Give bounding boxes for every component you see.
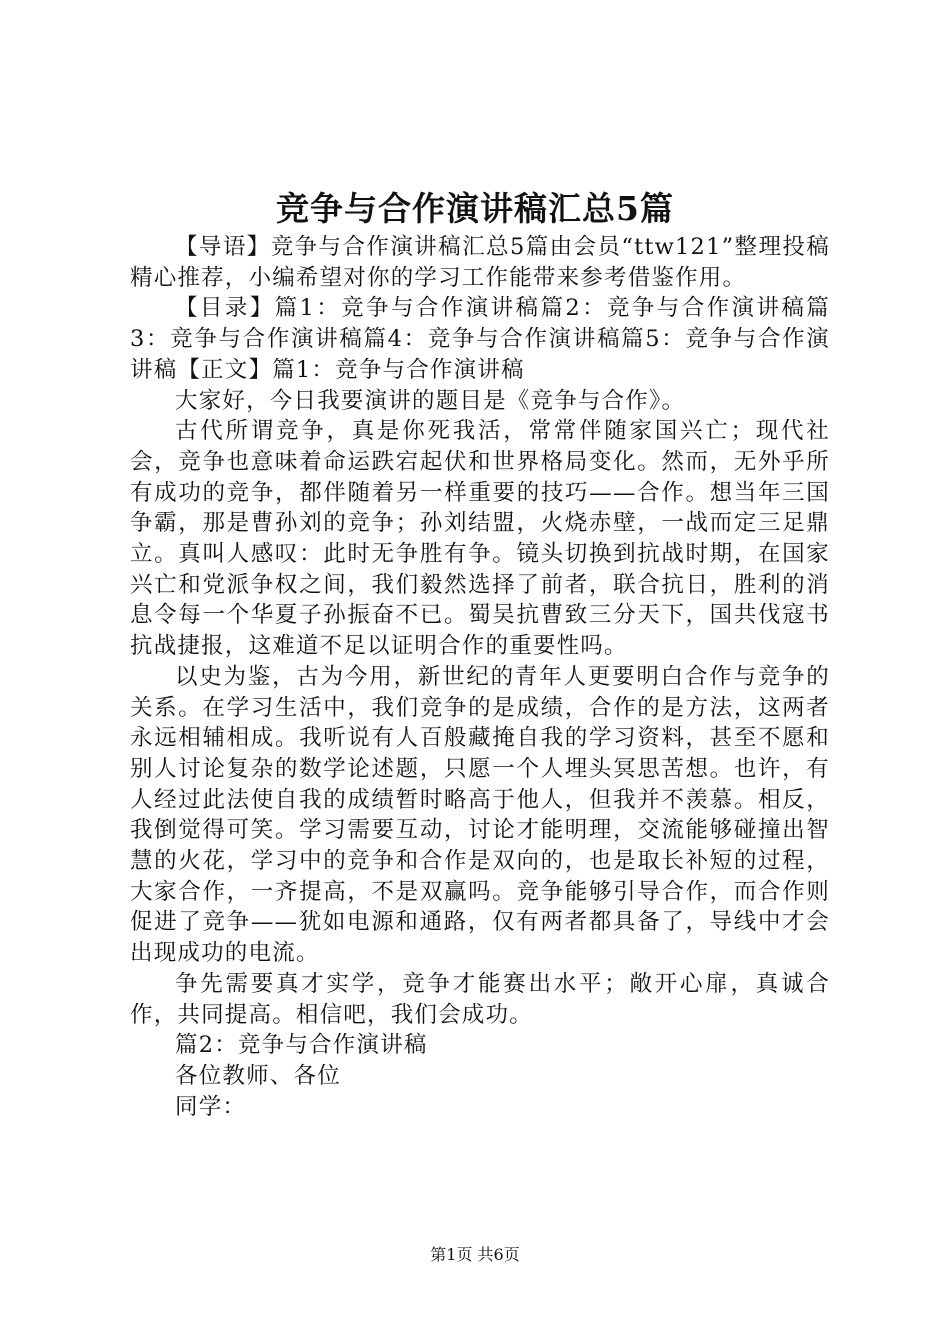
section-heading: 篇2：竞争与合作演讲稿 [175, 1032, 428, 1059]
document-body [130, 232, 830, 1122]
page-number-footer: 第1页 共6页 [430, 1245, 520, 1264]
body-paragraph: 同学： [175, 1093, 247, 1120]
body-paragraph: 古代所谓竞争，真是你死我活，常常伴随家国兴亡；现代社会，竞争也意味着命运跌宕起伏和世界格局变化。然而，无外乎所有成功的竞争，都伴随着另一样重要的技巧——合作。想当年三国争霸，那是曹孙刘的竞争；孙刘结盟，火烧赤壁，一战而定三足鼎立。真叫人感叹：此时无争胜有争。镜头切换到抗战时期，在国家兴亡和党派争权之间，我们毅然选择了前者，联合抗日，胜利的消息令每一个华夏子孙振奋不已。蜀吴抗曹致三分天下，国共伐寇书抗战捷报，这难道不足以证明合作的重要性吗。 [130, 418, 830, 660]
toc-paragraph: 【目录】篇1：竞争与合作演讲稿篇2：竞争与合作演讲稿篇3：竞争与合作演讲稿篇4：竞争与合作演讲稿篇5：竞争与合作演讲稿【正文】篇1：竞争与合作演讲稿 [130, 295, 830, 383]
body-paragraph: 大家好，今日我要演讲的题目是《竞争与合作》。 [175, 387, 686, 414]
body-paragraph: 争先需要真才实学，竞争才能赛出水平；敞开心扉，真诚合作，共同提高。相信吧，我们会成功。 [130, 970, 830, 1028]
intro-paragraph: 【导语】竞争与合作演讲稿汇总5篇由会员“ttw121”整理投稿精心推荐，小编希望对你的学习工作能带来参考借鉴作用。 [130, 234, 830, 291]
body-paragraph: 以史为鉴，古为今用，新世纪的青年人更要明白合作与竞争的关系。在学习生活中，我们竞争的是成绩，合作的是方法，这两者永远相辅相成。我听说有人百般藏掩自我的学习资料，甚至不愿和别人讨论复杂的数学论述题，只愿一个人埋头冥思苦想。也许，有人经过此法使自我的成绩暂时略高于他人，但我并不羡慕。相反，我倒觉得可笑。学习需要互动，讨论才能明理，交流能够碰撞出智慧的火花，学习中的竞争和合作是双向的，也是取长补短的过程，大家合作，一齐提高，不是双赢吗。竞争能够引导合作，而合作则促进了竞争——犹如电源和通路，仅有两者都具备了，导线中才会出现成功的电流。 [130, 663, 830, 967]
body-paragraph: 各位教师、各位 [175, 1062, 341, 1089]
document-title: 竞争与合作演讲稿汇总5篇 [276, 189, 674, 228]
